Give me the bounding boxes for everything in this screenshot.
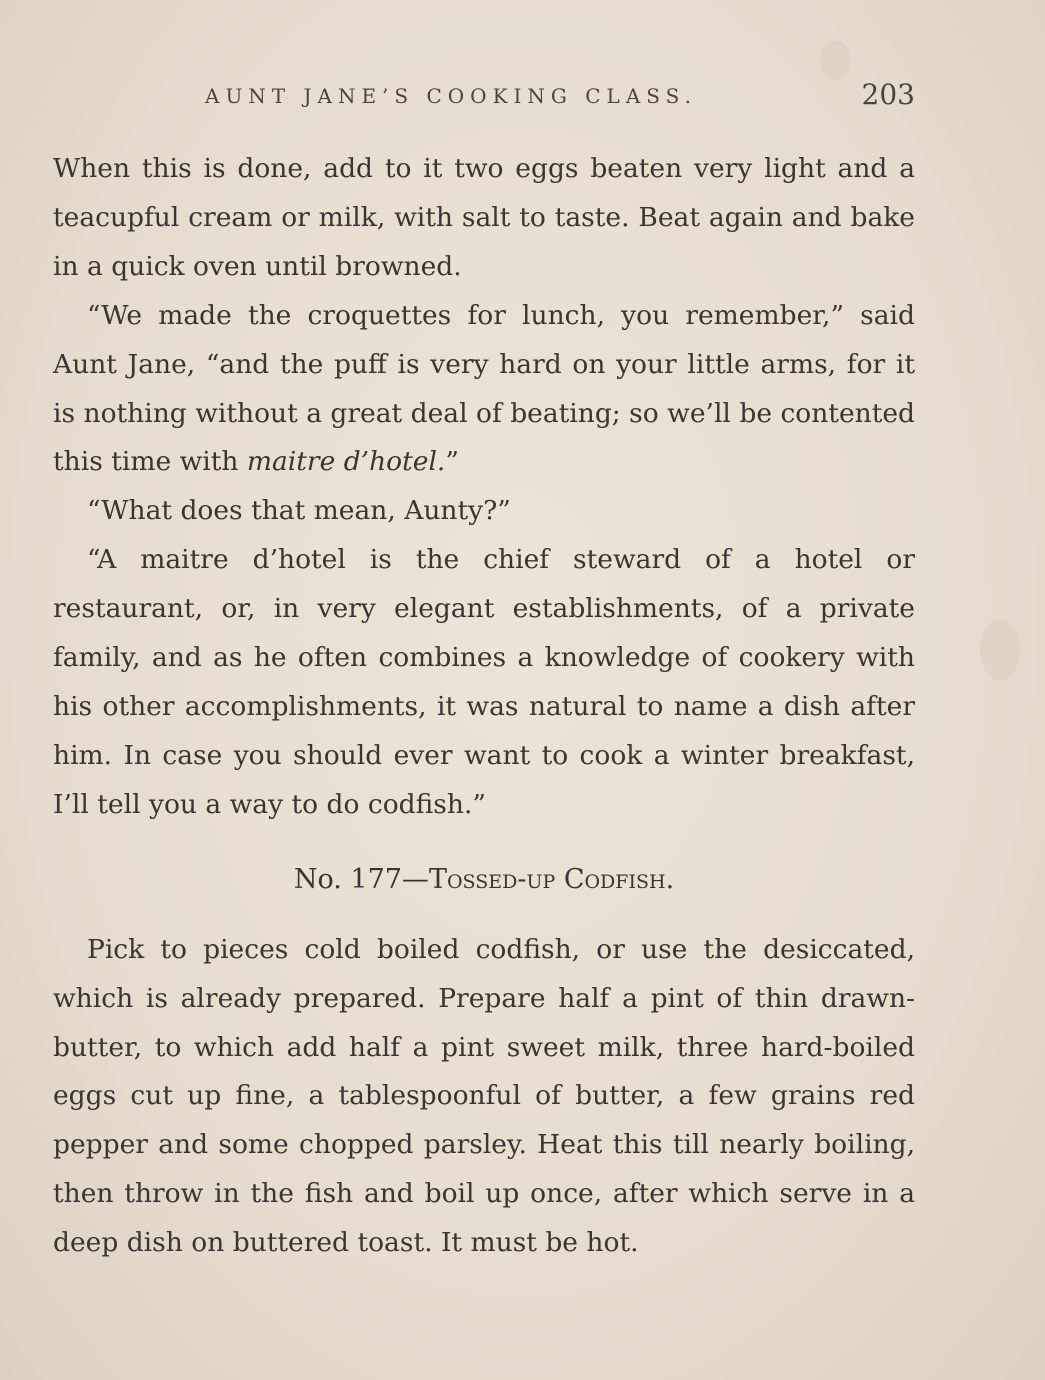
recipe-heading: [53, 858, 915, 902]
running-title: AUNT JANE’S COOKING CLASS.: [205, 84, 697, 108]
paragraph-2-closing-quote: ”: [445, 446, 459, 478]
running-head: [205, 78, 915, 114]
paragraph-2: [53, 292, 915, 488]
paper-stain: [980, 620, 1020, 680]
paragraph-4: “A maitre d’hotel is the chief steward of a hotel or restaurant, or, in very elegant establishments, of a private family, and as he often combines a knowledge of cookery with his other accomplishments, it was natural to name a dish after him. In case you should ever want to cook a winter breakfast, I’ll tell you a way to do codfish.”: [53, 544, 915, 820]
body-text: [53, 145, 915, 1268]
recipe-number: No. 177—: [293, 863, 429, 895]
paragraph-2-italic: maitre d’hotel.: [246, 446, 446, 478]
paper-stain: [820, 40, 850, 80]
paragraph-2-text: “We made the croquettes for lunch, you remember,” said Aunt Jane, “and the puff is very hard on your little arms, for it is nothing without a great deal of beating; so we’ll be contented this time with: [53, 299, 915, 478]
page-number: 203: [861, 78, 915, 111]
recipe-text: Pick to pieces cold boiled codfish, or use the desiccated, which is already prepared. Prepare half a pint of thin drawn-butter, to which add half a pint sweet milk, three hard-boiled eggs cut up fine, a tablespoonful of butter, a few grains red pepper and some chopped parsley. Heat this till nearly boiling, then throw in the fish and boil up once, after which serve in a deep dish on buttered toast. It must be hot.: [53, 933, 915, 1259]
recipe-title: Tossed-up Codfish.: [428, 863, 675, 895]
paragraph-3: “What does that mean, Aunty?”: [87, 495, 511, 527]
paragraph-1: When this is done, add to it two eggs beaten very light and a teacupful cream or milk, with salt to taste. Beat again and bake in a quick oven until browned.: [53, 153, 915, 282]
